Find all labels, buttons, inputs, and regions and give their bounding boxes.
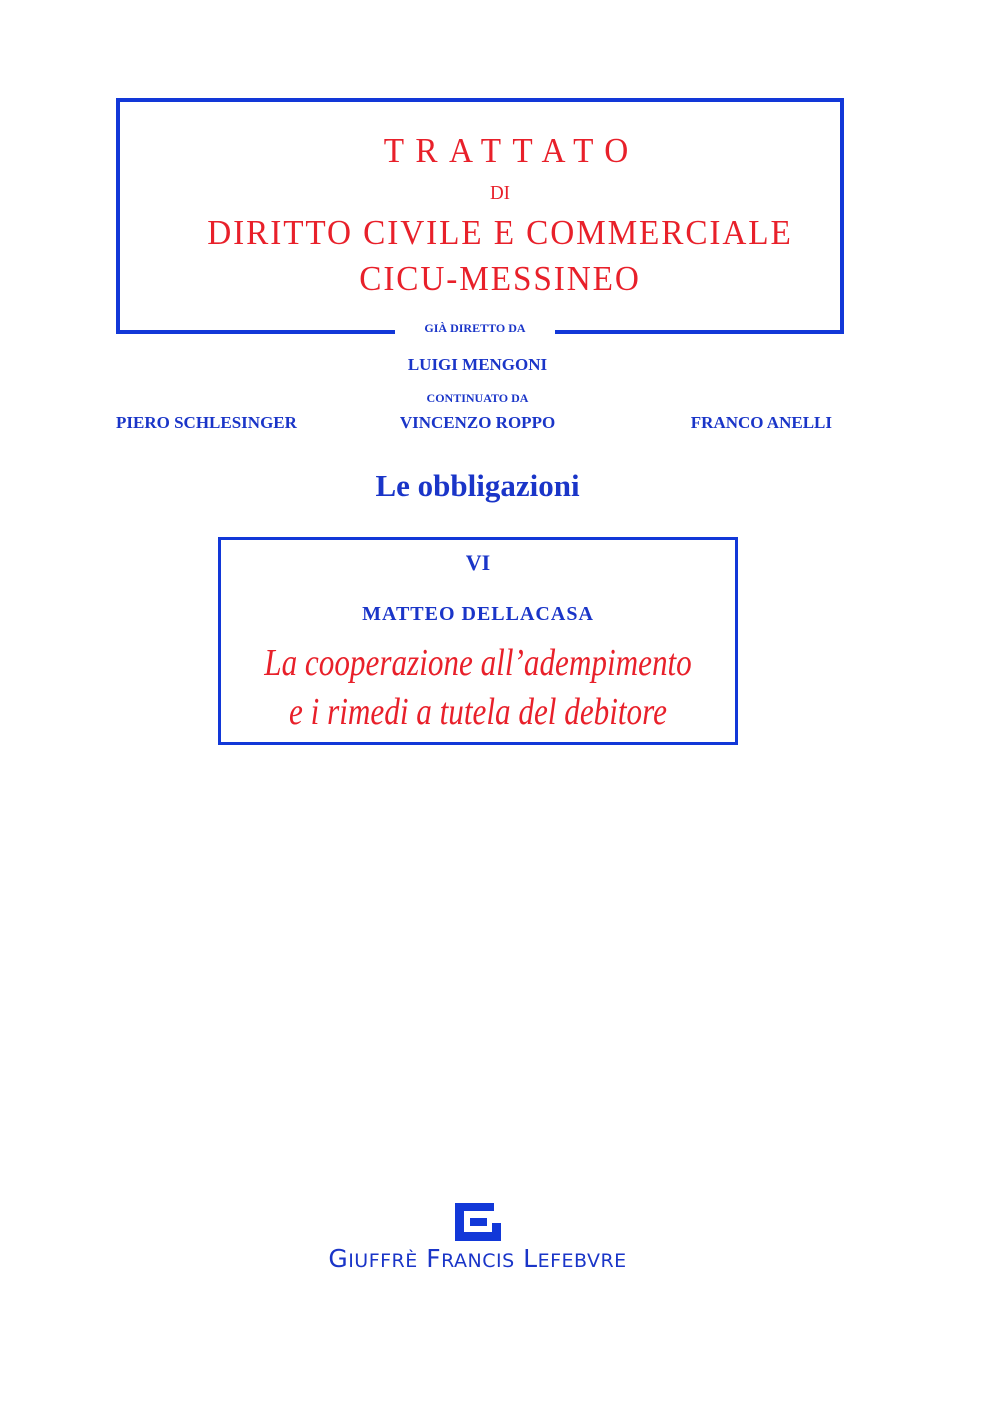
subseries-title: Le obbligazioni — [375, 468, 580, 503]
publisher-name — [0, 1244, 955, 1273]
volume-title-line2: e i rimedi a tutela del debitore — [289, 691, 667, 733]
continued-label: CONTINUATO DA — [426, 391, 529, 405]
volume-title-line1: La cooperazione all’adempimento — [264, 642, 692, 684]
giuffre-logo-icon — [455, 1203, 501, 1241]
volume-author: MATTEO DELLACASA — [362, 603, 594, 625]
director-anelli: FRANCO ANELLI — [690, 413, 832, 432]
director-schlesinger: PIERO SCHLESINGER — [116, 413, 297, 432]
series-title-line2: DI — [489, 182, 511, 204]
series-title-line1: TRATTATO — [383, 131, 640, 170]
series-title-line3: DIRITTO CIVILE E COMMERCIALE — [207, 213, 793, 252]
publisher-word-1: GIUFFRÈ — [328, 1244, 418, 1273]
formerly-directed-label: GIÀ DIRETTO DA — [395, 318, 555, 338]
series-title-line4: CICU-MESSINEO — [359, 259, 641, 298]
publisher-word-3: LEFEBVRE — [523, 1244, 627, 1273]
volume-number: VI — [465, 550, 491, 575]
publisher-word-2: FRANCIS — [426, 1244, 515, 1273]
former-director: LUIGI MENGONI — [407, 355, 548, 374]
director-roppo: VINCENZO ROPPO — [399, 413, 556, 432]
